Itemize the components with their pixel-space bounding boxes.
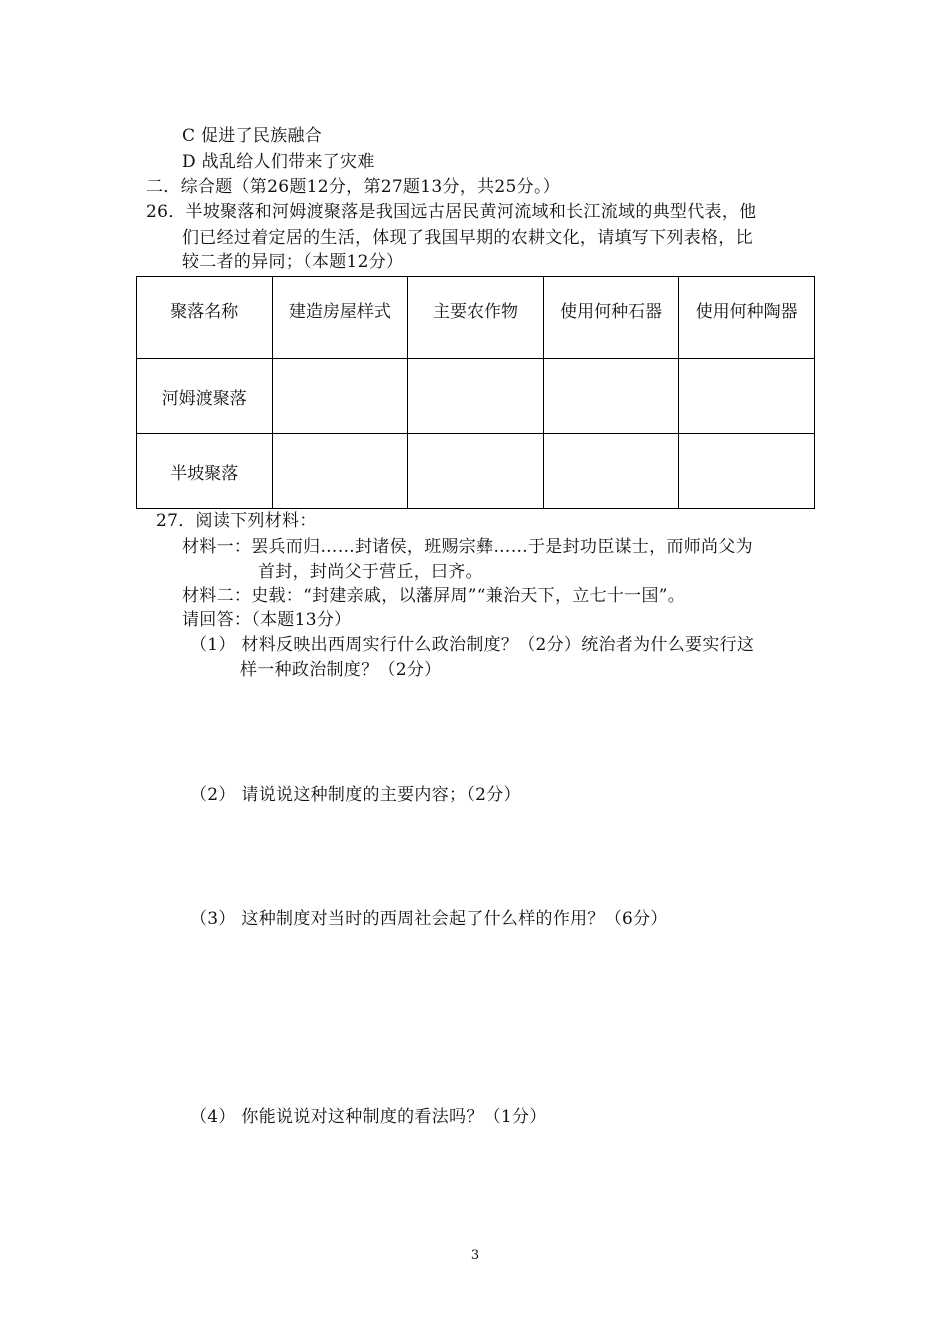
- section-heading: 二．综合题（第26题12分，第27题13分，共25分。）: [146, 177, 561, 197]
- sub-question-3: （3） 这种制度对当时的西周社会起了什么样的作用？（6分）: [190, 909, 668, 929]
- page-number: 3: [470, 1248, 480, 1263]
- answer-cell[interactable]: [543, 359, 679, 434]
- question-26-line-3: 较二者的异同；（本题12分）: [182, 252, 404, 272]
- answer-cell[interactable]: [543, 434, 679, 509]
- question-27: 27．阅读下列材料：: [156, 511, 317, 531]
- answer-cell[interactable]: [408, 359, 544, 434]
- row-label-hemudu: 河姆渡聚落: [137, 359, 273, 434]
- material-2: 材料二：史载：“封建亲戚，以藩屏周”“兼治天下，立七十一国”。: [182, 586, 686, 606]
- sub-question-1-line-2: 样一种政治制度？（2分）: [240, 660, 442, 680]
- table-header-cell: 主要农作物: [408, 277, 544, 359]
- comparison-table: [136, 276, 815, 509]
- row-label-banpo: 半坡聚落: [137, 434, 273, 509]
- option-d: D 战乱给人们带来了灾难: [182, 152, 375, 172]
- material-1-line-2: 首封，封尚父于营丘，曰齐。: [258, 562, 483, 582]
- answer-cell[interactable]: [679, 359, 815, 434]
- table-header-cell: 使用何种陶器: [679, 277, 815, 359]
- answer-cell[interactable]: [272, 359, 408, 434]
- question-26-line-2: 们已经过着定居的生活，体现了我国早期的农耕文化，请填写下列表格，比: [182, 228, 753, 248]
- answer-cell[interactable]: [679, 434, 815, 509]
- table-row: [137, 359, 815, 434]
- question-26-line-1: 26．半坡聚落和河姆渡聚落是我国远古居民黄河流域和长江流域的典型代表，他: [146, 202, 757, 222]
- table-header-row: [137, 277, 815, 359]
- table-row: [137, 434, 815, 509]
- table-header-cell: 使用何种石器: [543, 277, 679, 359]
- answer-cell[interactable]: [408, 434, 544, 509]
- table-header-cell: 聚落名称: [137, 277, 273, 359]
- option-c: C 促进了民族融合: [182, 126, 323, 146]
- table-header-cell: 建造房屋样式: [272, 277, 408, 359]
- sub-question-1-line-1: （1） 材料反映出西周实行什么政治制度？（2分）统治者为什么要实行这: [190, 635, 755, 655]
- sub-question-4: （4） 你能说说对这种制度的看法吗？（1分）: [190, 1107, 547, 1127]
- answer-prompt: 请回答：（本题13分）: [182, 610, 352, 630]
- material-1-line-1: 材料一：罢兵而归……封诸侯，班赐宗彝……于是封功臣谋士，而师尚父为: [182, 537, 753, 557]
- sub-question-2: （2） 请说说这种制度的主要内容；（2分）: [190, 785, 521, 805]
- answer-cell[interactable]: [272, 434, 408, 509]
